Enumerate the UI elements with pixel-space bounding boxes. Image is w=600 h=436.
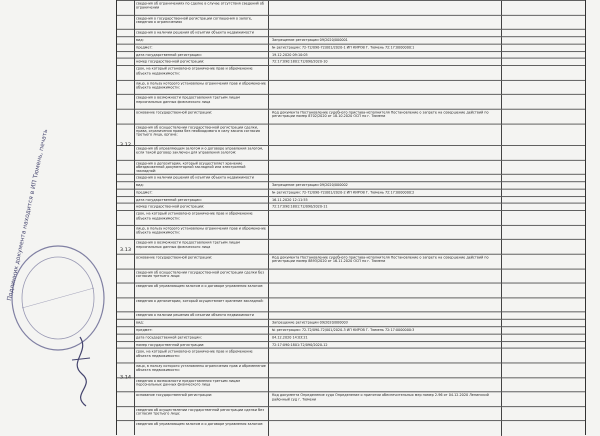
row-label: дата государственной регистрации:: [134, 197, 269, 204]
row-value: Код документа Определение суда Определение о принятии обеспечительных мер номер 2-96 от 04.12.2020 Ленинский районный суд г. Тюмени: [270, 392, 502, 406]
row-blank-cell: [503, 298, 585, 312]
row-label: лицо, в пользу которого установлены ограничения прав и обременение объекта недвижимости:: [134, 363, 269, 377]
row-value: [270, 349, 502, 363]
row-value: [270, 146, 502, 160]
row-label: сведения о возможности предоставления третьим лицам персональных данных физического лица: [134, 240, 269, 254]
row-value: 19.12.2020 09:10:05: [270, 52, 502, 59]
row-label: сведения о депозитарии, который осуществляет хранение обездвиженной документарной закладной или электронной закладной:: [134, 160, 269, 174]
table-row: [117, 420, 585, 435]
row-label: вид:: [134, 37, 269, 44]
table-row: [117, 94, 585, 109]
handwritten-signature: [60, 332, 100, 412]
row-value: Код документа Постановление судебного пристава-исполнителя Постановление о запрете на совершение действий по регистрации номер 8702/2020 от 18.10.2020 ОСП по г. Тюмени: [270, 110, 502, 124]
row-label: номер государственной регистрации:: [134, 204, 269, 211]
row-label: сведения о наличии решения об изъятии объекта недвижимости: [134, 313, 269, 320]
table-row: [117, 268, 585, 283]
row-label: дата государственной регистрации:: [134, 52, 269, 59]
row-value: Запрещение регистрации 09/2020/000002: [270, 182, 502, 189]
row-blank-cell: [503, 15, 585, 29]
row-label: сведения о возможности предоставления третьим лицам персональных данных физического лица: [134, 95, 269, 109]
table-row: [117, 80, 585, 95]
row-label: дата государственной регистрации:: [134, 334, 269, 341]
table-row: [117, 225, 585, 240]
table-row: [117, 283, 585, 298]
row-value: [270, 269, 502, 283]
table-row: [117, 14, 585, 29]
table-row: [117, 0, 585, 15]
section-number: 3.13: [117, 181, 135, 319]
row-label: срок, на который установлено ограничение прав и обременение объекта недвижимости:: [134, 349, 269, 363]
table-row: [117, 254, 585, 269]
row-blank-cell: [503, 146, 585, 160]
row-blank-cell: [503, 66, 585, 80]
row-value: [270, 81, 502, 95]
row-value: № регистрации: 72-72/090-72/001/2020-1 ИП КИРОВ Г. Тюмень 72:17:0000000:1: [270, 44, 502, 51]
row-blank-cell: [503, 110, 585, 124]
row-value: [270, 407, 502, 421]
row-value: 72:17:090:1801:72/090/2020-12: [270, 342, 502, 349]
row-blank-cell: [503, 240, 585, 254]
row-label: сведения об ограничениях по сделке в случае отсутствия сведений об ограничении: [134, 1, 269, 15]
row-label: предмет:: [134, 189, 269, 196]
section-number: 3.12: [117, 109, 135, 182]
row-label: основание государственной регистрации:: [134, 110, 269, 124]
table-row: [117, 239, 585, 254]
table-row: [117, 348, 585, 363]
row-label: сведения об осуществлении государственной регистрации сделки без согласия третьего лица:: [134, 407, 269, 421]
row-blank-cell: [503, 124, 585, 146]
row-label: сведения о государственной регистрации соглашения о залоге, сведения о ограничениях: [134, 15, 269, 29]
row-blank-cell: [503, 95, 585, 109]
row-blank-cell: [503, 226, 585, 240]
row-label: предмет:: [134, 327, 269, 334]
row-blank-cell: [503, 255, 585, 269]
row-value: [270, 226, 502, 240]
row-value: № регистрации: 72-72/090-72/001/2020-2 ИП КИРОВ Г. Тюмень 72:17:0000000:2: [270, 189, 502, 196]
row-value: [270, 211, 502, 225]
row-label: сведения о депозитарии, который осуществляет хранение закладной:: [134, 298, 269, 312]
row-value: № регистрации: 72-72/090-72/001/2020-3 ИП КИРОВ Г. Тюмень 72:17:0000000:3: [270, 327, 502, 334]
table-row: [117, 65, 585, 80]
row-label: сведения об управляющем залогом и о договоре управления залогом, если такой договор заключен для управления залогом:: [134, 146, 269, 160]
row-label: лицо, в пользу которого установлены ограничения прав и обременение объекта недвижимости:: [134, 81, 269, 95]
registry-table: [116, 0, 586, 435]
row-label: вид:: [134, 182, 269, 189]
row-blank-cell: [503, 211, 585, 225]
row-label: лицо, в пользу которого установлены ограничения прав и обременение объекта недвижимости:: [134, 226, 269, 240]
section-number: 3.14: [117, 319, 135, 435]
row-label: основание государственной регистрации:: [134, 255, 269, 269]
row-label: сведения об осуществлении государственной регистрации сделки, права, ограничения права без необходимого в силу закона согласия третьего лица, органа:: [134, 124, 269, 146]
row-value: [270, 66, 502, 80]
row-blank-cell: [503, 421, 585, 435]
table-row: [117, 406, 585, 421]
row-blank-cell: [503, 1, 585, 15]
stamp-text: Подлинник документа находится в ИП Тюмень, печать: [6, 128, 50, 302]
row-value: Код документа Постановление судебного пристава-исполнителя Постановление о запрете на совершение действий по регистрации номер 8893/2020 от 16.11.2020 ОСП по г. Тюмени: [270, 255, 502, 269]
row-label: сведения о наличии решения об изъятии объекта недвижимости: [134, 30, 269, 37]
row-value: [270, 15, 502, 29]
row-value: [270, 421, 502, 435]
table-row: [117, 159, 585, 174]
row-label: сведения об управляющем залогом и о договоре управления залогом:: [134, 421, 269, 435]
row-label: сведения о наличии решения об изъятии объекта недвижимости: [134, 175, 269, 182]
row-value: [270, 95, 502, 109]
section-number: [117, 0, 135, 109]
row-value: [270, 284, 502, 298]
row-label: вид:: [134, 320, 269, 327]
table-row: [117, 123, 585, 146]
row-blank-cell: [503, 349, 585, 363]
row-blank-cell: [503, 284, 585, 298]
table-row: [117, 210, 585, 225]
row-value: 72:17:090:1801:72/090/2020-10: [270, 59, 502, 66]
row-label: номер государственной регистрации:: [134, 342, 269, 349]
row-label: сведения об осуществлении государственной регистрации сделки без согласия третьего лица:: [134, 269, 269, 283]
row-blank-cell: [503, 81, 585, 95]
row-label: основание государственной регистрации:: [134, 392, 269, 406]
table-row: [117, 297, 585, 312]
row-value: Запрещение регистрации 09/2020/000001: [270, 37, 502, 44]
row-value: [270, 298, 502, 312]
row-value: [270, 363, 502, 377]
row-blank-cell: [503, 392, 585, 406]
row-label: предмет:: [134, 44, 269, 51]
row-blank-cell: [503, 407, 585, 421]
row-value: Запрещение регистрации 09/2020/000003: [270, 320, 502, 327]
row-value: [270, 1, 502, 15]
row-value: 04.12.2020 14:03:21: [270, 334, 502, 341]
row-blank-cell: [503, 269, 585, 283]
row-value: [270, 378, 502, 392]
row-label: срок, на который установлено ограничение прав и обременение объекта недвижимости:: [134, 66, 269, 80]
row-blank-cell: [503, 363, 585, 377]
table-row: [117, 109, 585, 124]
row-label: сведения об управляющем залогом и о договоре управления залогом:: [134, 284, 269, 298]
row-blank-cell: [503, 160, 585, 174]
table-row: [117, 377, 585, 392]
row-label: срок, на который установлено ограничение прав и обременение объекта недвижимости:: [134, 211, 269, 225]
row-value: [270, 240, 502, 254]
row-value: 16.11.2020 12:11:55: [270, 197, 502, 204]
row-label: сведения о возможности предоставления третьим лицам персональных данных физического лица: [134, 378, 269, 392]
table-row: [117, 363, 585, 378]
table-row: [117, 145, 585, 160]
row-value: [270, 124, 502, 146]
row-blank-cell: [503, 378, 585, 392]
row-value: [270, 160, 502, 174]
row-label: номер государственной регистрации:: [134, 59, 269, 66]
table-row: [117, 391, 585, 406]
row-value: 72:17:090:1801:72/090/2020-11: [270, 204, 502, 211]
